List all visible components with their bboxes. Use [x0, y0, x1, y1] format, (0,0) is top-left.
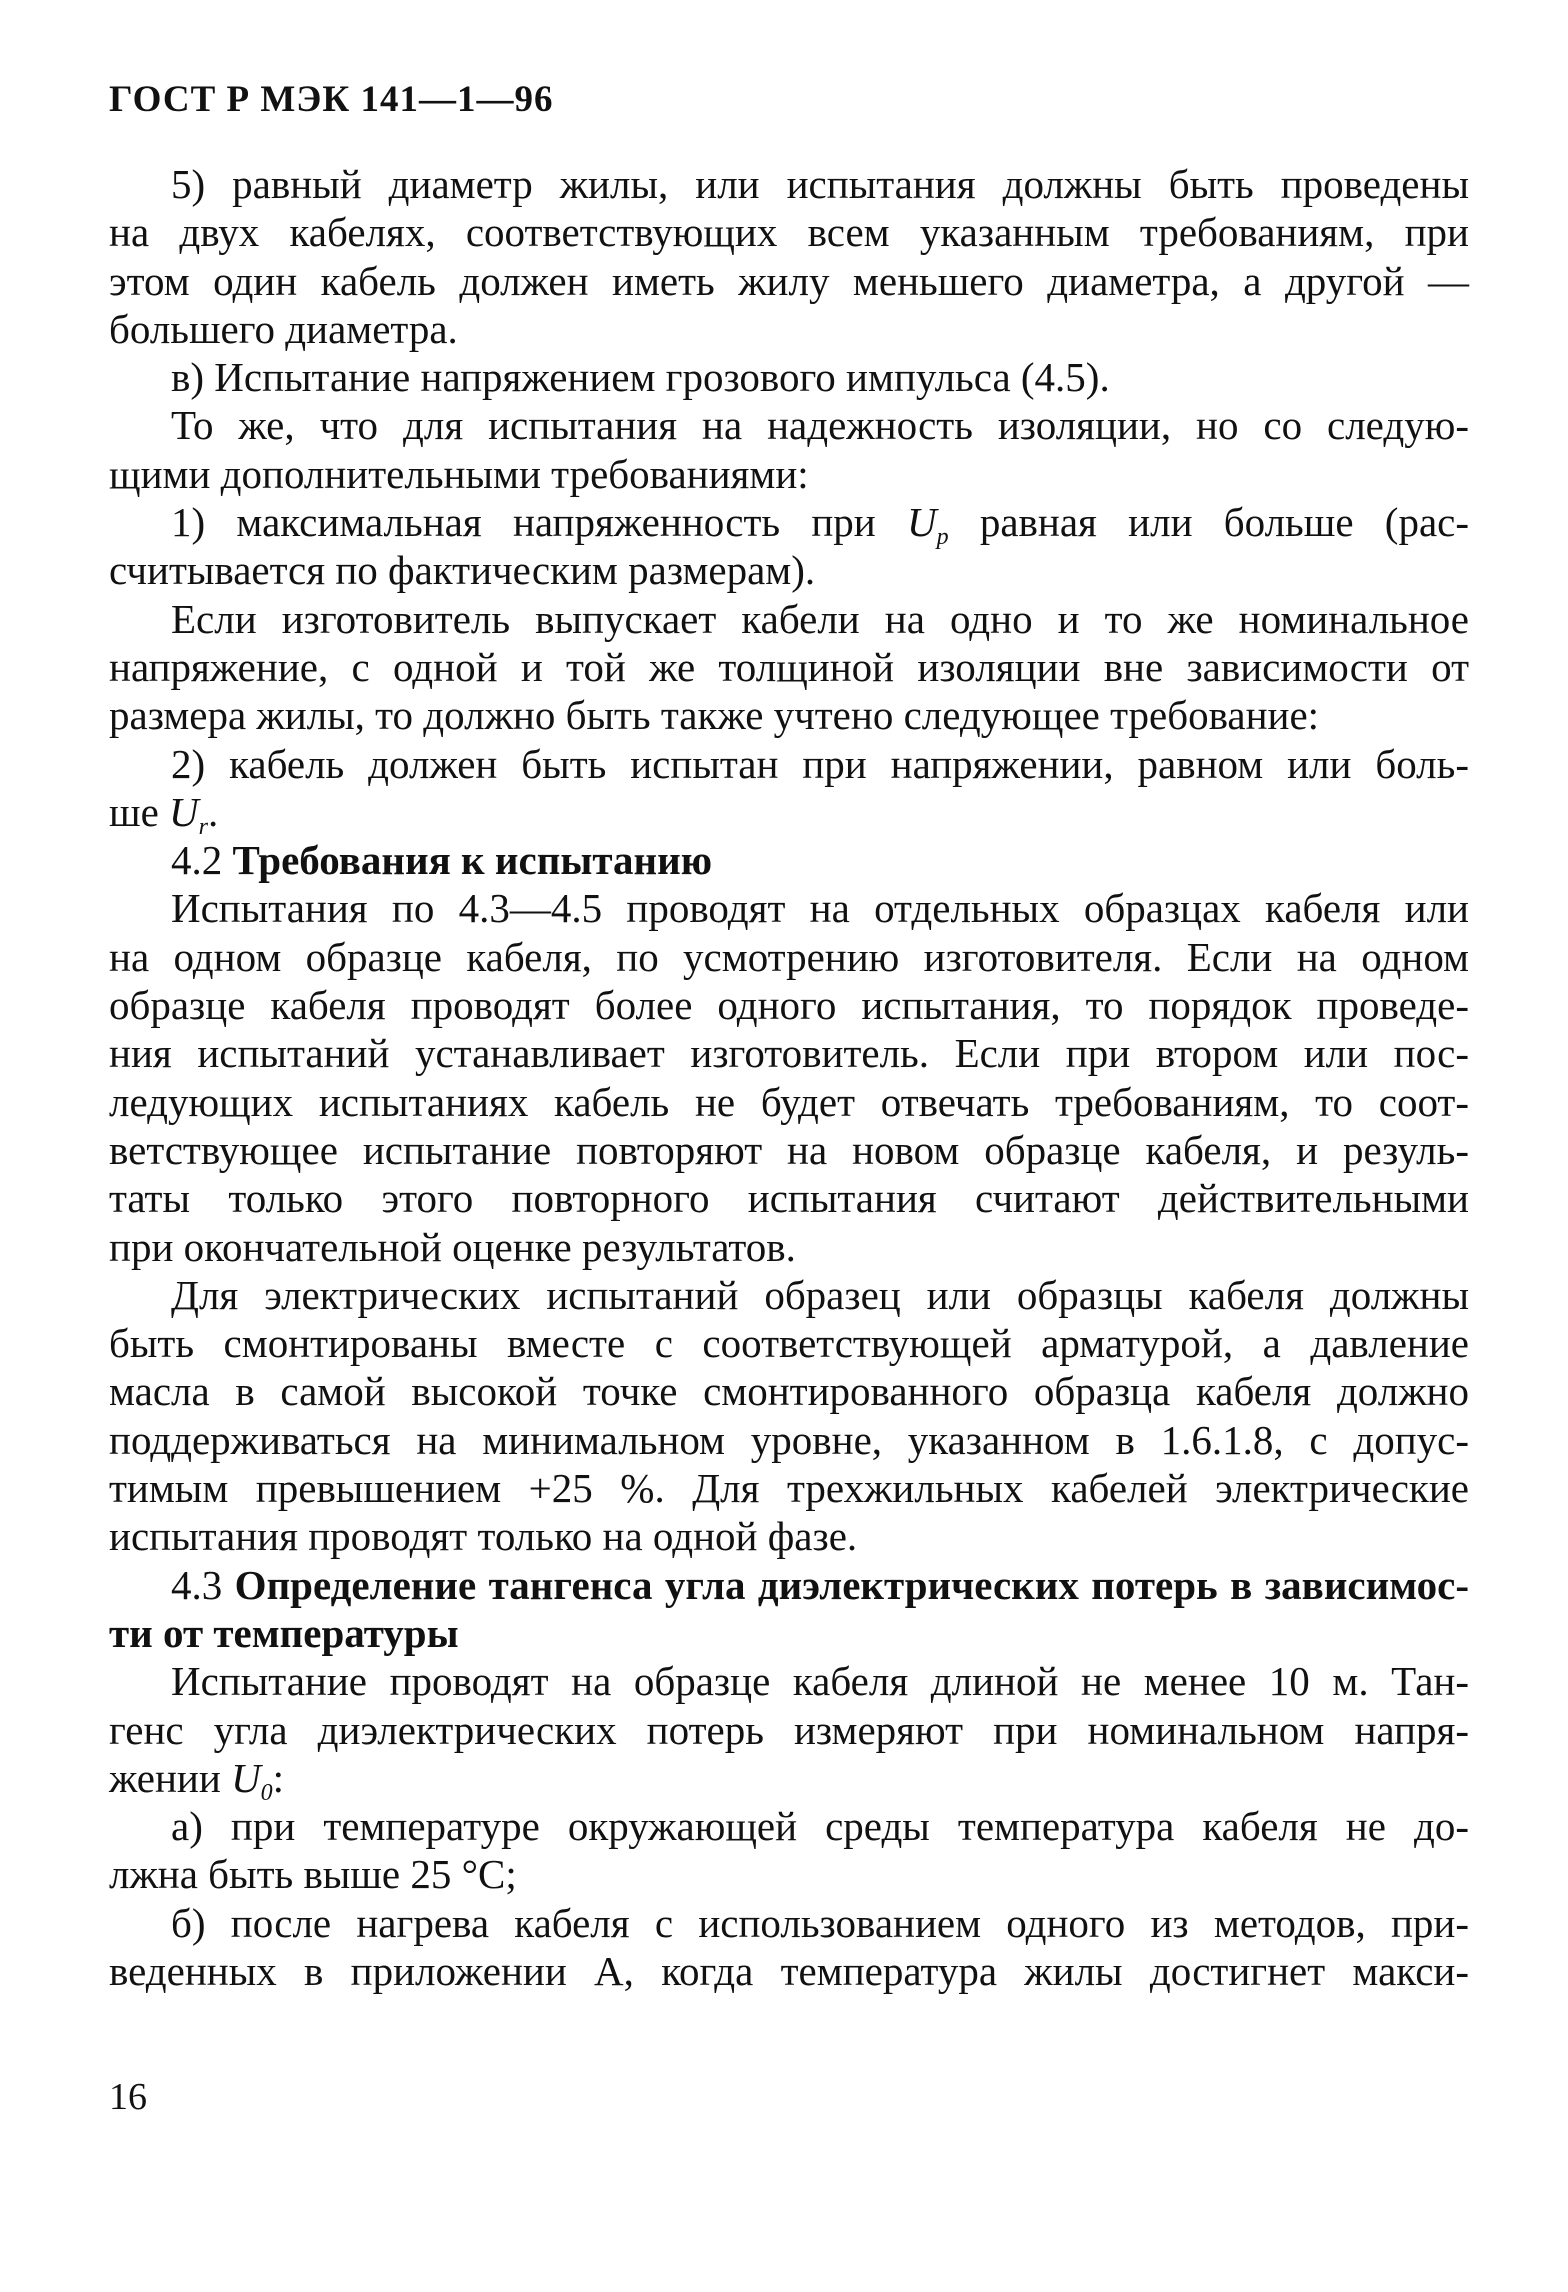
- text-line: [109, 1609, 1469, 1657]
- text-line: [109, 1174, 1469, 1222]
- text-run: ветствующее испытание повторяют на новом образце кабеля, и резуль-: [109, 1126, 1469, 1173]
- text-line: [109, 740, 1469, 788]
- text-run: поддерживаться на минимальном уровне, указанном в 1.6.1.8, с допус-: [109, 1416, 1469, 1463]
- text-line: [109, 1850, 1469, 1898]
- text-run: равная или больше (рас-: [948, 499, 1469, 546]
- text-run: на двух кабелях, соответствующих всем указанным требованиям, при: [109, 209, 1469, 256]
- text-run: щими дополнительными требованиями:: [109, 450, 809, 497]
- text-run: веденных в приложении А, когда температура жилы достигнет макси-: [109, 1947, 1469, 1994]
- text-line: [109, 1271, 1469, 1319]
- text-run: б) после нагрева кабеля с использованием одного из методов, при-: [171, 1899, 1469, 1946]
- text-run: 5) равный диаметр жилы, или испытания должны быть проведены: [171, 161, 1469, 207]
- text-run: а) при температуре окружающей среды температура кабеля не до-: [171, 1803, 1469, 1850]
- text-run: U: [231, 1754, 261, 1801]
- text-line: [109, 1319, 1469, 1367]
- text-run: 1) максимальная напряженность при: [171, 499, 907, 546]
- text-line: [109, 1126, 1469, 1174]
- text-run: То же, что для испытания на надежность изоляции, но со следую-: [171, 402, 1469, 449]
- text-run: r: [198, 813, 208, 840]
- text-line: [109, 691, 1469, 739]
- text-run: жении: [109, 1754, 232, 1801]
- text-run: при окончательной оценке результатов.: [109, 1223, 796, 1270]
- text-line: [109, 1223, 1469, 1271]
- document-body: [109, 160, 1469, 1995]
- text-run: 4.3: [171, 1561, 235, 1608]
- text-line: [109, 401, 1469, 449]
- text-run: ния испытаний устанавливает изготовитель. Если при втором или пос-: [109, 1030, 1469, 1077]
- text-line: [109, 643, 1469, 691]
- text-run: лжна быть выше 25 °С;: [109, 1851, 517, 1898]
- text-run: испытания проводят только на одной фазе.: [109, 1513, 858, 1560]
- text-run: быть смонтированы вместе с соответствующей арматурой, а давление: [109, 1320, 1469, 1367]
- text-run: .: [207, 788, 219, 835]
- text-run: ше: [109, 788, 170, 835]
- text-line: [109, 257, 1469, 305]
- text-line: [109, 788, 1469, 840]
- text-line: [109, 160, 1469, 208]
- text-run: масла в самой высокой точке смонтированного образца кабеля должно: [109, 1368, 1469, 1415]
- text-line: [109, 1947, 1469, 1995]
- text-line: [109, 1512, 1469, 1560]
- document-header: ГОСТ Р МЭК 141—1—96: [109, 79, 554, 120]
- text-line: [109, 981, 1469, 1029]
- text-line: [109, 1657, 1469, 1705]
- text-line: [109, 884, 1469, 932]
- text-run: p: [936, 524, 949, 551]
- text-run: в) Испытание напряжением грозового импульса (4.5).: [171, 354, 1110, 401]
- text-run: U: [906, 499, 937, 546]
- page-number: 16: [109, 2076, 147, 2118]
- text-line: [109, 1802, 1469, 1850]
- text-line: [109, 208, 1469, 256]
- text-run: таты только этого повторного испытания считают действительными: [109, 1175, 1469, 1222]
- text-line: [109, 450, 1469, 498]
- text-run: этом один кабель должен иметь жилу меньшего диаметра, а другой —: [109, 257, 1469, 304]
- text-run: U: [169, 788, 199, 835]
- text-line: [109, 1899, 1469, 1947]
- text-run: размера жилы, то должно быть также учтено следующее требование:: [109, 692, 1320, 739]
- text-run: тимым превышением +25 %. Для трехжильных кабелей электрические: [109, 1465, 1469, 1512]
- text-line: [109, 305, 1469, 353]
- text-line: [109, 1754, 1469, 1806]
- text-run: образце кабеля проводят более одного испытания, то порядок проведе-: [109, 982, 1469, 1029]
- text-line: [109, 1464, 1469, 1512]
- text-line: [109, 353, 1469, 401]
- text-run: 4.2: [171, 837, 233, 884]
- text-run: Для электрических испытаний образец или образцы кабеля должны: [171, 1271, 1469, 1318]
- text-line: [109, 1078, 1469, 1126]
- text-line: [109, 1706, 1469, 1754]
- text-line: [109, 498, 1469, 551]
- text-line: [109, 836, 1469, 884]
- text-run: Определение тангенса угла диэлектрических потерь в зависимос-: [234, 1561, 1469, 1608]
- text-run: Испытания по 4.3—4.5 проводят на отдельных образцах кабеля или: [171, 885, 1469, 932]
- text-run: ти от температуры: [109, 1609, 459, 1656]
- text-run: :: [272, 1754, 285, 1801]
- text-line: [109, 1561, 1469, 1609]
- text-run: Требования к испытанию: [232, 837, 713, 884]
- text-line: [109, 1367, 1469, 1415]
- text-run: большего диаметра.: [109, 305, 458, 352]
- text-run: Если изготовитель выпускает кабели на одно и то же номинальное: [171, 595, 1469, 642]
- text-run: на одном образце кабеля, по усмотрению изготовителя. Если на одном: [109, 933, 1469, 980]
- text-line: [109, 595, 1469, 643]
- text-run: ледующих испытаниях кабель не будет отвечать требованиям, то соот-: [109, 1078, 1469, 1125]
- text-run: генс угла диэлектрических потерь измеряют при номинальном напря-: [109, 1706, 1469, 1753]
- text-run: напряжение, с одной и той же толщиной изоляции вне зависимости от: [109, 643, 1469, 690]
- text-run: 2) кабель должен быть испытан при напряжении, равном или боль-: [171, 740, 1469, 787]
- text-line: [109, 1416, 1469, 1464]
- text-line: [109, 1029, 1469, 1077]
- text-run: Испытание проводят на образце кабеля длиной не менее 10 м. Тан-: [171, 1658, 1469, 1705]
- text-run: 0: [260, 1779, 273, 1806]
- text-run: считывается по фактическим размерам).: [109, 547, 816, 594]
- text-line: [109, 933, 1469, 981]
- text-line: [109, 546, 1469, 594]
